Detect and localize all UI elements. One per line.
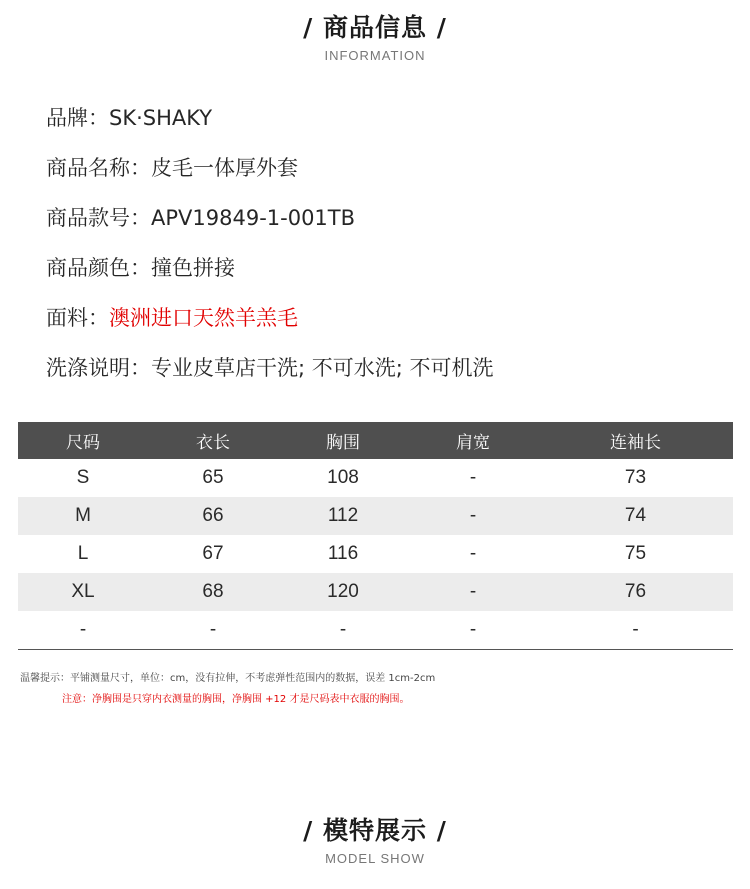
info-section-title: / 商品信息 / [303, 13, 447, 42]
table-cell: 116 [327, 543, 359, 564]
table-cell: 75 [624, 543, 647, 564]
table-cell: - [632, 619, 639, 640]
info-value: APV19849-1-001TB [151, 206, 356, 230]
table-cell: - [408, 497, 538, 535]
product-info-list [46, 102, 736, 402]
table-row [18, 573, 733, 611]
size-table-header-row [18, 422, 733, 459]
model-section-header [0, 816, 750, 866]
table-row [18, 535, 733, 573]
info-label: 品牌： [46, 106, 109, 130]
info-section-subtitle: INFORMATION [324, 48, 426, 63]
table-cell: 65 [202, 467, 224, 488]
info-row-product-name [46, 152, 736, 202]
table-cell: 73 [624, 467, 647, 488]
col-header-size: 尺码 [18, 422, 148, 459]
table-cell: L [77, 543, 89, 564]
table-cell: - [408, 573, 538, 611]
info-row-fabric [46, 302, 736, 352]
model-section-title: / 模特展示 / [303, 816, 447, 845]
info-row-style-number [46, 202, 736, 252]
table-cell: S [76, 467, 90, 488]
chest-size-warning: 注意：净胸围是只穿内衣测量的胸围，净胸围 +12 才是尺码表中衣服的胸围。 [62, 694, 410, 705]
table-cell: 76 [538, 573, 733, 611]
info-label: 洗涤说明： [46, 356, 151, 380]
info-value: 撞色拼接 [151, 256, 235, 280]
info-value: 皮毛一体厚外套 [151, 156, 298, 180]
table-cell: - [469, 467, 477, 488]
table-cell: - [469, 619, 477, 640]
table-cell: 112 [278, 497, 408, 535]
table-cell: - [469, 543, 477, 564]
col-header-chest: 胸围 [278, 422, 408, 459]
info-value: SK·SHAKY [109, 106, 213, 130]
col-header-length: 衣长 [148, 422, 278, 459]
table-row [18, 611, 733, 650]
size-chart-table [18, 422, 733, 650]
info-label: 商品名称： [46, 156, 151, 180]
table-cell: - [79, 619, 87, 640]
measurement-tip: 温馨提示：平铺测量尺寸，单位：cm，没有拉伸，不考虑弹性范围内的数据，误差 1cm-2cm [20, 673, 436, 684]
table-row [18, 459, 733, 497]
table-cell: 120 [278, 573, 408, 611]
info-label: 面料： [46, 306, 109, 330]
info-label: 商品颜色： [46, 256, 151, 280]
table-cell: 108 [327, 467, 359, 488]
table-cell: - [339, 619, 347, 640]
info-value: 专业皮草店干洗; 不可水洗; 不可机洗 [151, 356, 494, 380]
table-cell: 68 [148, 573, 278, 611]
model-section-subtitle: MODEL SHOW [325, 851, 425, 866]
info-label: 商品款号： [46, 206, 151, 230]
table-row [18, 497, 733, 535]
table-cell: M [18, 497, 148, 535]
info-row-brand [46, 102, 736, 152]
info-row-color [46, 252, 736, 302]
col-header-shoulder: 肩宽 [408, 422, 538, 459]
table-cell: 66 [148, 497, 278, 535]
col-header-sleeve: 连袖长 [538, 422, 733, 459]
info-value-highlight: 澳洲进口天然羊羔毛 [109, 306, 298, 330]
table-cell: XL [18, 573, 148, 611]
table-cell: - [209, 619, 217, 640]
table-cell: 67 [202, 543, 224, 564]
info-row-care [46, 352, 736, 402]
info-section-header [0, 13, 750, 63]
table-cell: 74 [538, 497, 733, 535]
